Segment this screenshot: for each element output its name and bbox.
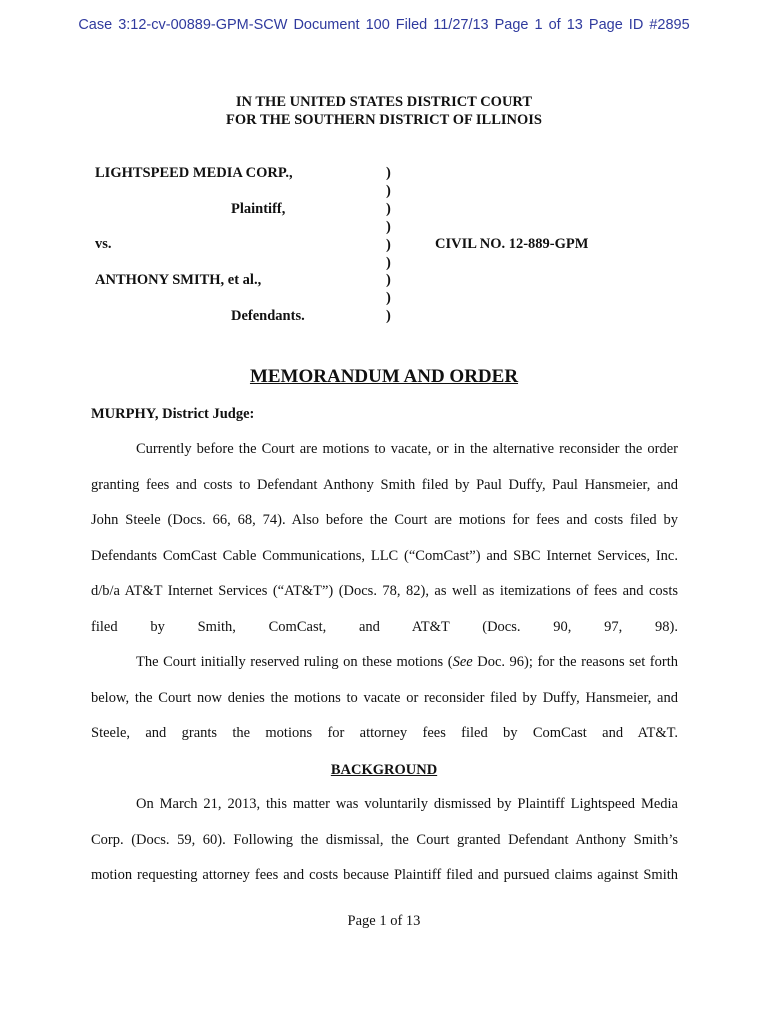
defendant-name: ANTHONY SMITH, et al.,	[95, 272, 262, 288]
paragraph-1-line: filed by Smith, ComCast, and AT&T (Docs. 90, 97, 98).	[91, 618, 678, 635]
paragraph-3-line: motion requesting attorney fees and costs because Plaintiff filed and pursued claims against Smith	[91, 867, 678, 884]
versus-label: vs.	[95, 236, 112, 252]
paragraph-2-line: The Court initially reserved ruling on these motions (See Doc. 96); for the reasons set forth	[136, 654, 678, 670]
court-heading-line-2: FOR THE SOUTHERN DISTRICT OF ILLINOIS	[226, 112, 542, 128]
see-signal: See	[452, 654, 473, 670]
page-footer: Page 1 of 13	[347, 913, 421, 929]
paragraph-2-line: Steele, and grants the motions for attorney fees filed by ComCast and AT&T.	[91, 725, 678, 742]
civil-number: CIVIL NO. 12-889-GPM	[435, 236, 589, 252]
paragraph-1	[91, 432, 678, 646]
case-header-stamp: Case 3:12-cv-00889-GPM-SCW Document 100 Filed 11/27/13 Page 1 of 13 Page ID #2895	[78, 17, 690, 33]
paragraph-1-line: granting fees and costs to Defendant Anthony Smith filed by Paul Duffy, Paul Hansmeier, and	[91, 476, 678, 493]
paragraph-3	[91, 787, 678, 894]
paragraph-1-line: d/b/a AT&T Internet Services (“AT&T”) (Docs. 78, 82), as well as itemizations of fees and costs	[91, 583, 678, 600]
judge-line: MURPHY, District Judge:	[91, 406, 255, 422]
paragraph-1-line: John Steele (Docs. 66, 68, 74). Also before the Court are motions for fees and costs filed by	[91, 512, 678, 529]
court-heading-line-1: IN THE UNITED STATES DISTRICT COURT	[235, 94, 533, 110]
background-heading: BACKGROUND	[330, 762, 438, 778]
paragraph-1-line: Currently before the Court are motions to vacate, or in the alternative reconsider the order	[136, 441, 678, 457]
caption-parentheses: ) ) ) ) ) ) ) ) )	[386, 165, 391, 325]
paragraph-2	[91, 645, 678, 752]
paragraph-3-line: On March 21, 2013, this matter was voluntarily dismissed by Plaintiff Lightspeed Media	[136, 796, 678, 812]
document-title: MEMORANDUM AND ORDER	[249, 366, 519, 387]
paragraph-1-line: Defendants ComCast Cable Communications, LLC (“ComCast”) and SBC Internet Services, Inc.	[91, 547, 678, 564]
plaintiff-role: Plaintiff,	[231, 201, 286, 217]
paragraph-2-line: below, the Court now denies the motions to vacate or reconsider filed by Duffy, Hansmeier, and	[91, 689, 678, 706]
court-heading	[0, 93, 768, 129]
paragraph-3-line: Corp. (Docs. 59, 60). Following the dismissal, the Court granted Defendant Anthony Smith’s	[91, 831, 678, 848]
plaintiff-name: LIGHTSPEED MEDIA CORP.,	[95, 165, 293, 181]
defendant-role: Defendants.	[231, 308, 305, 324]
